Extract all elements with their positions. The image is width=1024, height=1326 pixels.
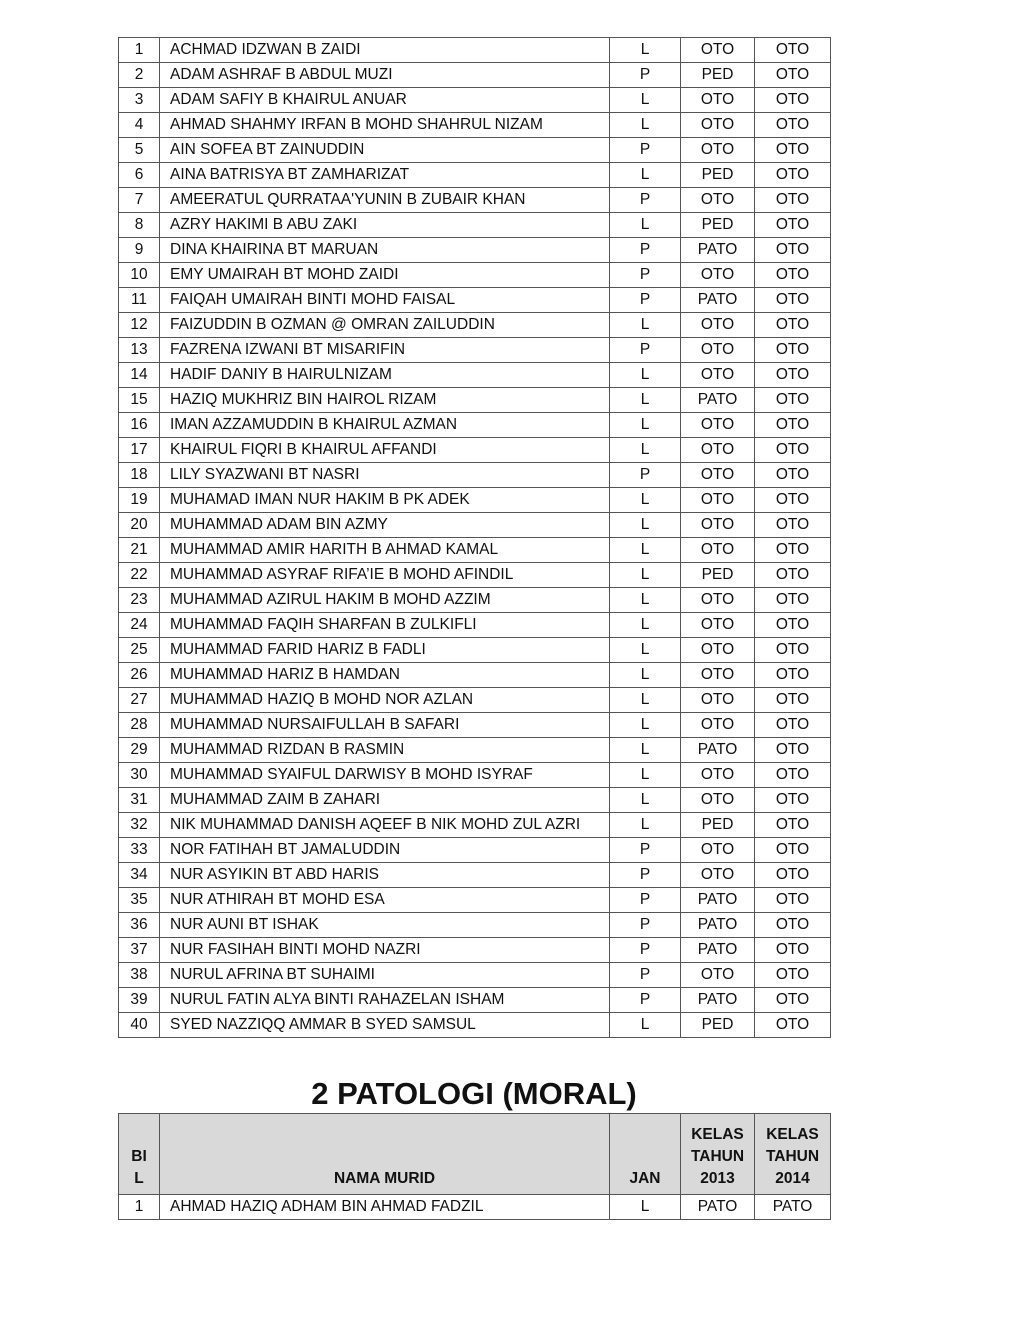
student-gender: P (610, 988, 681, 1013)
class-2014: OTO (755, 688, 831, 713)
student-gender: L (610, 713, 681, 738)
class-2014: OTO (755, 188, 831, 213)
table-row (119, 188, 831, 213)
student-gender: P (610, 938, 681, 963)
table-row (119, 38, 831, 63)
class-2013: OTO (681, 88, 755, 113)
row-number: 26 (119, 663, 160, 688)
class-2014: OTO (755, 988, 831, 1013)
class-2013: OTO (681, 613, 755, 638)
student-name: NIK MUHAMMAD DANISH AQEEF B NIK MOHD ZUL AZRI (160, 813, 610, 838)
class-2013: OTO (681, 38, 755, 63)
class-2014: OTO (755, 463, 831, 488)
header-nama-murid: NAMA MURID (160, 1114, 610, 1195)
student-name: MUHAMMAD FARID HARIZ B FADLI (160, 638, 610, 663)
student-gender: P (610, 863, 681, 888)
table-row (119, 463, 831, 488)
row-number: 6 (119, 163, 160, 188)
student-gender: L (610, 213, 681, 238)
class-2013: OTO (681, 463, 755, 488)
row-number: 37 (119, 938, 160, 963)
class-2013: PATO (681, 388, 755, 413)
student-name: MUHAMAD IMAN NUR HAKIM B PK ADEK (160, 488, 610, 513)
class-2013: PED (681, 213, 755, 238)
class-2013: OTO (681, 838, 755, 863)
table-row (119, 313, 831, 338)
class-2013: OTO (681, 363, 755, 388)
class-2014: OTO (755, 638, 831, 663)
patologi-moral-table (118, 1113, 831, 1220)
class-2013: OTO (681, 538, 755, 563)
class-2014: OTO (755, 263, 831, 288)
student-gender: L (610, 163, 681, 188)
class-2013: OTO (681, 663, 755, 688)
class-2014: OTO (755, 888, 831, 913)
class-2014: OTO (755, 388, 831, 413)
table-row (119, 688, 831, 713)
class-2013: PED (681, 813, 755, 838)
class-2014: OTO (755, 913, 831, 938)
student-name: FAZRENA IZWANI BT MISARIFIN (160, 338, 610, 363)
table-row (119, 413, 831, 438)
class-2013: OTO (681, 788, 755, 813)
class-2013: PATO (681, 938, 755, 963)
table-row (119, 1195, 831, 1220)
table-row (119, 138, 831, 163)
student-name: DINA KHAIRINA BT MARUAN (160, 238, 610, 263)
table-row (119, 713, 831, 738)
class-2014: OTO (755, 288, 831, 313)
student-gender: L (610, 738, 681, 763)
class-2014: OTO (755, 788, 831, 813)
row-number: 38 (119, 963, 160, 988)
row-number: 40 (119, 1013, 160, 1038)
class-2014: OTO (755, 488, 831, 513)
class-2013: PATO (681, 738, 755, 763)
student-gender: L (610, 363, 681, 388)
class-2014: PATO (755, 1195, 831, 1220)
student-gender: L (610, 388, 681, 413)
class-2014: OTO (755, 413, 831, 438)
class-2014: OTO (755, 338, 831, 363)
row-number: 32 (119, 813, 160, 838)
header-2013-line3: 2013 (700, 1170, 735, 1187)
table-row (119, 1013, 831, 1038)
class-2013: PED (681, 1013, 755, 1038)
class-2013: PED (681, 163, 755, 188)
student-name: MUHAMMAD HAZIQ B MOHD NOR AZLAN (160, 688, 610, 713)
student-gender: P (610, 463, 681, 488)
student-name: HAZIQ MUKHRIZ BIN HAIROL RIZAM (160, 388, 610, 413)
class-2013: PATO (681, 1195, 755, 1220)
class-2014: OTO (755, 63, 831, 88)
class-2013: PATO (681, 888, 755, 913)
student-name: MUHAMMAD AZIRUL HAKIM B MOHD AZZIM (160, 588, 610, 613)
class-2014: OTO (755, 163, 831, 188)
table-row (119, 113, 831, 138)
row-number: 30 (119, 763, 160, 788)
row-number: 17 (119, 438, 160, 463)
student-gender: L (610, 413, 681, 438)
student-name: MUHAMMAD NURSAIFULLAH B SAFARI (160, 713, 610, 738)
table-row (119, 613, 831, 638)
table-row (119, 488, 831, 513)
table-row (119, 388, 831, 413)
student-name: HADIF DANIY B HAIRULNIZAM (160, 363, 610, 388)
row-number: 7 (119, 188, 160, 213)
student-gender: P (610, 138, 681, 163)
class-2014: OTO (755, 663, 831, 688)
class-2013: OTO (681, 138, 755, 163)
class-2014: OTO (755, 863, 831, 888)
class-2013: OTO (681, 313, 755, 338)
table-row (119, 738, 831, 763)
student-gender: L (610, 313, 681, 338)
class-2013: OTO (681, 688, 755, 713)
class-2013: PATO (681, 288, 755, 313)
row-number: 5 (119, 138, 160, 163)
student-gender: P (610, 838, 681, 863)
row-number: 22 (119, 563, 160, 588)
row-number: 19 (119, 488, 160, 513)
class-2014: OTO (755, 213, 831, 238)
row-number: 23 (119, 588, 160, 613)
table-row (119, 838, 831, 863)
student-gender: P (610, 888, 681, 913)
student-name: AIN SOFEA BT ZAINUDDIN (160, 138, 610, 163)
table-row (119, 963, 831, 988)
student-list-table (118, 37, 831, 1038)
class-2013: PATO (681, 238, 755, 263)
student-name: MUHAMMAD FAQIH SHARFAN B ZULKIFLI (160, 613, 610, 638)
table-row (119, 288, 831, 313)
student-gender: L (610, 563, 681, 588)
row-number: 20 (119, 513, 160, 538)
student-name: MUHAMMAD ZAIM B ZAHARI (160, 788, 610, 813)
table-row (119, 363, 831, 388)
row-number: 15 (119, 388, 160, 413)
class-2013: OTO (681, 588, 755, 613)
class-2014: OTO (755, 588, 831, 613)
class-2014: OTO (755, 813, 831, 838)
class-2013: OTO (681, 863, 755, 888)
class-2014: OTO (755, 113, 831, 138)
table-row (119, 588, 831, 613)
header-row (119, 1114, 831, 1195)
student-gender: P (610, 963, 681, 988)
table-row (119, 238, 831, 263)
class-2014: OTO (755, 513, 831, 538)
row-number: 16 (119, 413, 160, 438)
student-name: MUHAMMAD ADAM BIN AZMY (160, 513, 610, 538)
student-gender: L (610, 788, 681, 813)
table-row (119, 638, 831, 663)
student-gender: P (610, 263, 681, 288)
class-2014: OTO (755, 763, 831, 788)
student-name: KHAIRUL FIQRI B KHAIRUL AFFANDI (160, 438, 610, 463)
student-gender: L (610, 688, 681, 713)
class-2014: OTO (755, 138, 831, 163)
class-2013: PED (681, 563, 755, 588)
class-2014: OTO (755, 713, 831, 738)
table-row (119, 988, 831, 1013)
student-name: AMEERATUL QURRATAA'YUNIN B ZUBAIR KHAN (160, 188, 610, 213)
header-2014-line3: 2014 (775, 1170, 810, 1187)
student-name: EMY UMAIRAH BT MOHD ZAIDI (160, 263, 610, 288)
table-row (119, 563, 831, 588)
row-number: 35 (119, 888, 160, 913)
row-number: 33 (119, 838, 160, 863)
table-row (119, 438, 831, 463)
class-2013: OTO (681, 438, 755, 463)
student-name: MUHAMMAD HARIZ B HAMDAN (160, 663, 610, 688)
header-jantina: JAN (610, 1114, 681, 1195)
student-gender: L (610, 38, 681, 63)
class-2014: OTO (755, 738, 831, 763)
class-2013: OTO (681, 113, 755, 138)
student-name: FAIZUDDIN B OZMAN @ OMRAN ZAILUDDIN (160, 313, 610, 338)
class-2013: OTO (681, 713, 755, 738)
class-2014: OTO (755, 88, 831, 113)
row-number: 39 (119, 988, 160, 1013)
student-name: IMAN AZZAMUDDIN B KHAIRUL AZMAN (160, 413, 610, 438)
header-kelas-2014 (755, 1114, 831, 1195)
table-row (119, 513, 831, 538)
student-name: AHMAD HAZIQ ADHAM BIN AHMAD FADZIL (160, 1195, 610, 1220)
student-name: NUR AUNI BT ISHAK (160, 913, 610, 938)
table-row (119, 538, 831, 563)
student-name: LILY SYAZWANI BT NASRI (160, 463, 610, 488)
student-gender: L (610, 813, 681, 838)
row-number: 3 (119, 88, 160, 113)
row-number: 28 (119, 713, 160, 738)
section-title: 2 PATOLOGI (MORAL) (311, 1076, 637, 1111)
row-number: 8 (119, 213, 160, 238)
row-number: 13 (119, 338, 160, 363)
header-bil-line2: L (134, 1170, 144, 1187)
header-kelas-2013 (681, 1114, 755, 1195)
student-gender: L (610, 663, 681, 688)
class-2013: PATO (681, 913, 755, 938)
student-name: SYED NAZZIQQ AMMAR B SYED SAMSUL (160, 1013, 610, 1038)
student-name: ACHMAD IDZWAN B ZAIDI (160, 38, 610, 63)
table-row (119, 263, 831, 288)
row-number: 2 (119, 63, 160, 88)
student-gender: P (610, 63, 681, 88)
student-name: MUHAMMAD SYAIFUL DARWISY B MOHD ISYRAF (160, 763, 610, 788)
class-2013: OTO (681, 513, 755, 538)
row-number: 31 (119, 788, 160, 813)
table-row (119, 813, 831, 838)
row-number: 14 (119, 363, 160, 388)
class-2014: OTO (755, 1013, 831, 1038)
student-gender: L (610, 488, 681, 513)
student-gender: L (610, 1195, 681, 1220)
table-row (119, 938, 831, 963)
student-gender: L (610, 88, 681, 113)
row-number: 27 (119, 688, 160, 713)
student-name: MUHAMMAD ASYRAF RIFA’IE B MOHD AFINDIL (160, 563, 610, 588)
student-gender: P (610, 188, 681, 213)
table-row (119, 663, 831, 688)
table-row (119, 888, 831, 913)
class-2014: OTO (755, 438, 831, 463)
student-gender: L (610, 638, 681, 663)
student-gender: L (610, 588, 681, 613)
row-number: 12 (119, 313, 160, 338)
row-number: 11 (119, 288, 160, 313)
student-name: NOR FATIHAH BT JAMALUDDIN (160, 838, 610, 863)
student-name: MUHAMMAD AMIR HARITH B AHMAD KAMAL (160, 538, 610, 563)
table-row (119, 88, 831, 113)
table-row (119, 163, 831, 188)
header-bil-line1: BI (131, 1148, 147, 1165)
row-number: 34 (119, 863, 160, 888)
header-bil (119, 1114, 160, 1195)
student-name: NUR ATHIRAH BT MOHD ESA (160, 888, 610, 913)
student-name: ADAM SAFIY B KHAIRUL ANUAR (160, 88, 610, 113)
student-gender: P (610, 238, 681, 263)
student-name: MUHAMMAD RIZDAN B RASMIN (160, 738, 610, 763)
table-row (119, 213, 831, 238)
class-2014: OTO (755, 363, 831, 388)
class-2014: OTO (755, 313, 831, 338)
class-2014: OTO (755, 938, 831, 963)
table-row (119, 788, 831, 813)
class-2014: OTO (755, 963, 831, 988)
table-row (119, 913, 831, 938)
table-row (119, 338, 831, 363)
student-name: NUR ASYIKIN BT ABD HARIS (160, 863, 610, 888)
row-number: 24 (119, 613, 160, 638)
class-2013: PED (681, 63, 755, 88)
class-2013: OTO (681, 488, 755, 513)
row-number: 25 (119, 638, 160, 663)
header-2014-line2: TAHUN (765, 1148, 820, 1165)
row-number: 1 (119, 38, 160, 63)
student-gender: L (610, 113, 681, 138)
header-2013-line2: TAHUN (690, 1148, 745, 1165)
student-name: NUR FASIHAH BINTI MOHD NAZRI (160, 938, 610, 963)
patologi-moral-body (119, 1195, 831, 1220)
student-name: NURUL AFRINA BT SUHAIMI (160, 963, 610, 988)
row-number: 18 (119, 463, 160, 488)
student-gender: L (610, 613, 681, 638)
student-gender: L (610, 438, 681, 463)
class-2013: OTO (681, 263, 755, 288)
student-gender: L (610, 538, 681, 563)
class-2013: OTO (681, 188, 755, 213)
class-2013: OTO (681, 413, 755, 438)
class-2014: OTO (755, 563, 831, 588)
student-gender: P (610, 288, 681, 313)
row-number: 29 (119, 738, 160, 763)
table-row (119, 863, 831, 888)
class-2013: PATO (681, 988, 755, 1013)
header-2013-line1: KELAS (691, 1126, 744, 1143)
class-2013: OTO (681, 963, 755, 988)
row-number: 1 (119, 1195, 160, 1220)
student-gender: L (610, 1013, 681, 1038)
student-gender: P (610, 913, 681, 938)
student-name: NURUL FATIN ALYA BINTI RAHAZELAN ISHAM (160, 988, 610, 1013)
class-2013: OTO (681, 638, 755, 663)
class-2013: OTO (681, 338, 755, 363)
row-number: 21 (119, 538, 160, 563)
student-name: FAIQAH UMAIRAH BINTI MOHD FAISAL (160, 288, 610, 313)
header-2014-line1: KELAS (766, 1126, 819, 1143)
student-name: AHMAD SHAHMY IRFAN B MOHD SHAHRUL NIZAM (160, 113, 610, 138)
table-row (119, 63, 831, 88)
student-gender: P (610, 338, 681, 363)
row-number: 4 (119, 113, 160, 138)
row-number: 9 (119, 238, 160, 263)
student-gender: L (610, 513, 681, 538)
student-name: ADAM ASHRAF B ABDUL MUZI (160, 63, 610, 88)
class-2013: OTO (681, 763, 755, 788)
class-2014: OTO (755, 538, 831, 563)
row-number: 10 (119, 263, 160, 288)
student-gender: L (610, 763, 681, 788)
class-2014: OTO (755, 38, 831, 63)
table-row (119, 763, 831, 788)
student-name: AINA BATRISYA BT ZAMHARIZAT (160, 163, 610, 188)
class-2014: OTO (755, 613, 831, 638)
class-2014: OTO (755, 838, 831, 863)
class-2014: OTO (755, 238, 831, 263)
row-number: 36 (119, 913, 160, 938)
student-list-body (119, 38, 831, 1038)
student-name: AZRY HAKIMI B ABU ZAKI (160, 213, 610, 238)
